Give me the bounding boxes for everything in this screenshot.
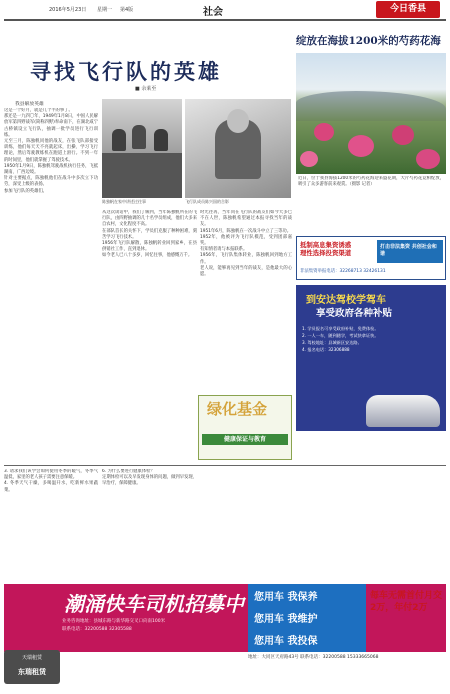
article-column-3: 时光荏苒，当年同在飞行队的战友们如今大多已不在人世，陈独帆希望通过本报寻找当年的战友。 1951年6月，陈独帆在一次战斗中立了三等功。 1952年，他被评为飞行队模范，受到团部嘉奖。 有知情者请与本报联系。 1956年，飞行队集体转业，陈独帆回到地方工作。 老人说，能够再见到当年的战友，是他最大的心愿。 [200, 210, 292, 278]
article-column-2: 从这次谈话中，我们了解到，当年陈独帆所在的飞行队，由四野抽调的几十名学员组成，他们大多来自农村，文化程度不高。 在部队首长的关怀下，学员们克服了种种困难，刻苦学习飞行技术。 1956年飞行队解散，陈独帆转业回到家乡，在县供销社工作，直到退休。 如今老人已八十多岁，回忆往事，他感慨万千。 [102, 210, 197, 259]
flower-photo [296, 53, 446, 174]
driving-school-subtitle: 享受政府各种补贴 [316, 308, 393, 319]
header-rule [4, 19, 446, 21]
rental-slogan-2: 您用车 我维护 [254, 614, 318, 625]
qa-column-3 [200, 469, 292, 569]
qa-column-1: 3. 请求我们该学会如何使用冬季的暖气，冬季气温低，家里的老人孩子需要注意保暖。 4. 冬季天气干燥，多喝温开水，吃新鲜水果蔬菜。 [4, 469, 98, 493]
flower-title: 绽放在海拔1200米的芍药花海 [296, 35, 441, 47]
photo-caption-2: 飞行队成员陈兴国的合影 [185, 199, 229, 204]
section-name: 社会 [203, 7, 223, 18]
photo-group-portrait [102, 99, 182, 198]
rental-price: 每车无需首付月交2万，年付2万 [370, 591, 443, 613]
rental-logo-title: 东瑞租赁 [18, 668, 46, 676]
car-image [366, 395, 440, 427]
warning-slogan: 抵制高息集资诱惑 理性选择投资渠道 [300, 241, 352, 257]
intro-line: 我县解放英雄 [15, 102, 44, 107]
article-column-1: 这是一个好月，就是几个半的事了。 那还是一九四〇年，1949年1月8日，中国人民解放军第四野战军(简称四野)奉命南下，在湖北咸宁古桥镇设立飞行队，抽调一批学员进行飞行训练。 元至三月，陈独帆同他的战友，在张飞队部接受训练，他们每天天不亮就起床，出操、学习飞行理论，然后驾驶教练机在跑道上滑行。不到一年的时间里，他们就掌握了驾驶技术。 1950年1月9日，陈独帆驾驶战机执行任务，飞抵湖南、广西边境。 针对主要据点，陈独帆他们在战斗中多次立下功劳，深受上级的表扬。 参加飞行队的英雄们。 [4, 108, 98, 194]
rental-slogans [248, 584, 366, 652]
qa-column-2: 6. 为什么要进行健康体检？ 定期体检可以及早发现身体的问题，做到早发现、早治疗，保障健康。 [102, 469, 197, 487]
rental-slogan-3: 您用车 我投保 [254, 636, 318, 647]
investment-warning-ad [296, 236, 446, 280]
driving-school-title: 到安达驾校学驾车 [306, 295, 386, 306]
byline: ■ 余莱至 [135, 86, 157, 92]
recruitment-details: 业务咨询地址：县城东路与新华路交叉口向南100米 联系电话：32200588 32305588 [62, 619, 166, 632]
fund-ad [198, 395, 292, 460]
rental-contact: 地址：大同区天府路43号 联系电话：32200588 15333665068 [248, 655, 379, 660]
rental-slogan-1: 您用车 我保养 [254, 592, 318, 603]
driving-school-ad [296, 285, 446, 460]
photo-caption-1: 陈独帆在家中讲述过往事 [102, 199, 146, 204]
issue-weekday: 星期一 [97, 7, 113, 13]
warning-hotline: 非法集资举报电话：32268713 32426131 [300, 269, 386, 274]
warning-banner: 打击非法集资 共创社会和谐 [377, 240, 443, 263]
flower-caption: 近日，位于我县海拔1200米的芍药花海迎来盛花期，大片芍药花竞相绽放，吸引了众多游客前来观赏。（摄影 记者） [298, 176, 444, 188]
fund-ad-title: 绿化基金 [207, 400, 268, 418]
issue-date: 2016年5月23日 [49, 7, 87, 13]
rental-logo-mark: 天瑞租赁 [21, 655, 42, 661]
page-number: 第4版 [120, 7, 134, 13]
rental-logo [4, 650, 60, 684]
masthead [0, 0, 450, 22]
paper-logo-text: 今日香县 [389, 4, 426, 14]
author-name: 余莱至 [141, 86, 157, 92]
fund-ad-band: 健康保证与教育 [202, 434, 288, 445]
photo-veteran [185, 99, 291, 198]
feature-title: 寻找飞行队的英雄 [30, 59, 222, 84]
recruitment-title: 潮涌快车司机招募中 [64, 592, 244, 616]
driving-school-details: 1. 学员报名可享受政府补贴，免费体检。 2. 一人一车，随到随学，考试快拿证快。 3. 驾校地址：县城新区安达路。 4. 报名电话：32306888 [302, 326, 379, 352]
divider-rule [4, 465, 446, 466]
paper-logo [376, 1, 440, 18]
